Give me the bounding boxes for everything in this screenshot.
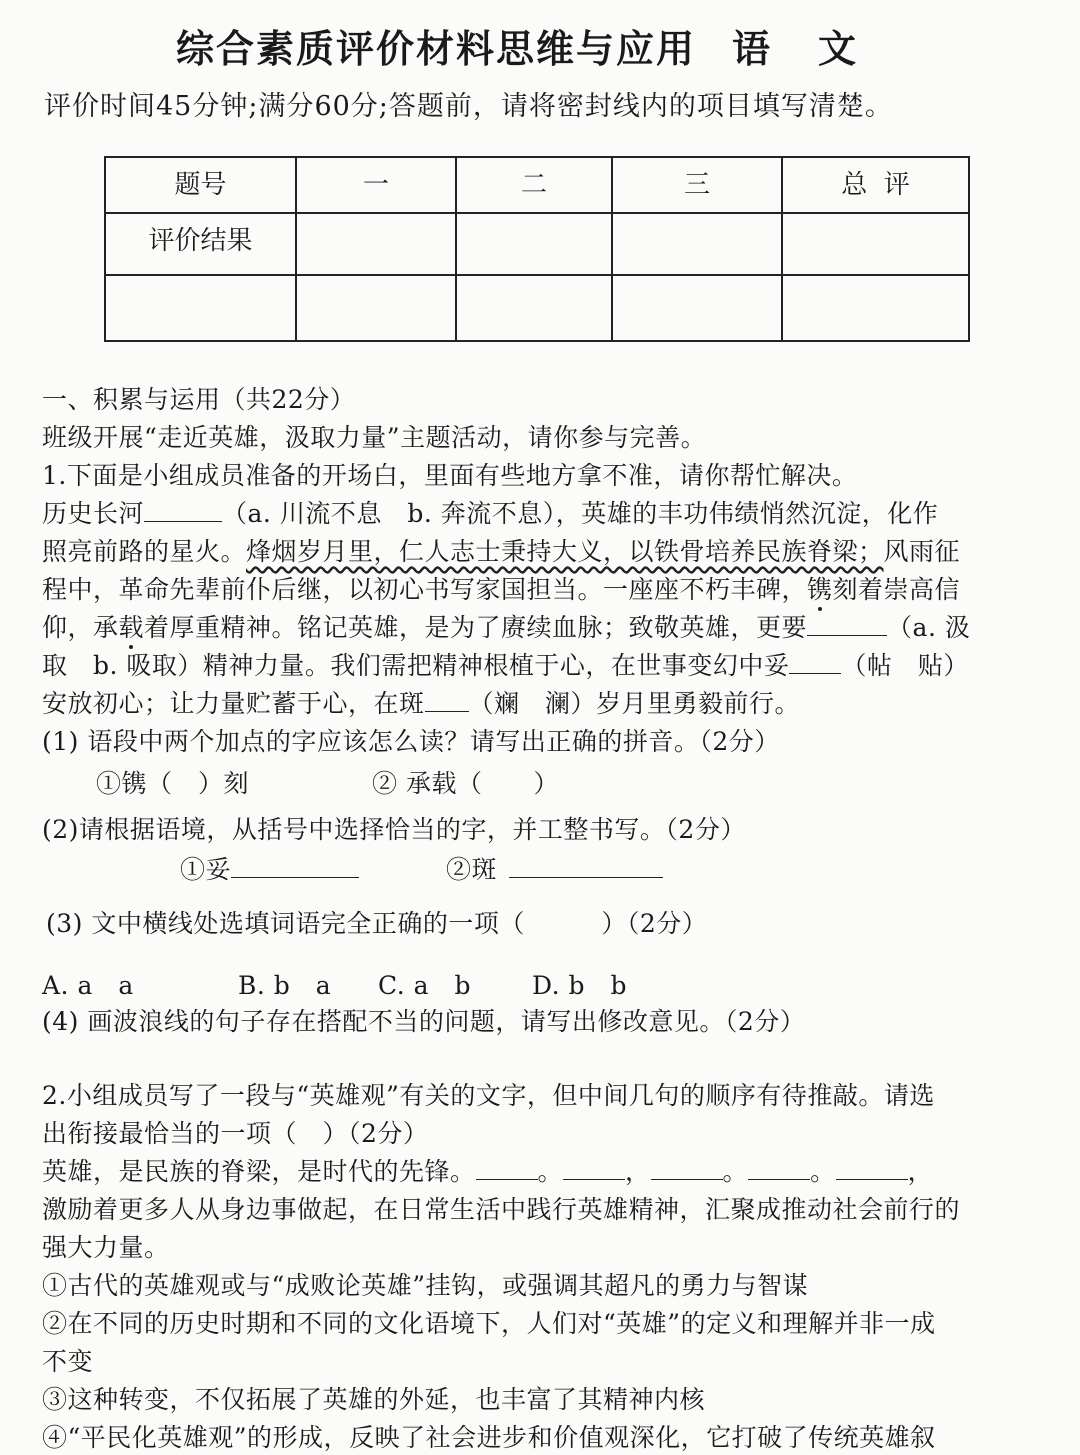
activity-intro: 班级开展“走近英雄，汲取力量”主题活动，请你参与完善。 [42, 423, 707, 452]
answer-blank [807, 634, 887, 636]
question-2-stem: 2.小组成员写了一段与“英雄观”有关的文字，但中间几句的顺序有待推敲。请选 [42, 1081, 935, 1110]
score-header-cell: 三 [612, 157, 782, 213]
character-item-label: ②斑 [446, 855, 498, 884]
wavy-underlined-sentence: 烽烟岁月里，仁人志士秉持大义，以铁骨培养民族脊梁； [246, 537, 884, 566]
option-a: A. a a [42, 971, 134, 1000]
passage-text: （a. 川流不息 b. 奔流不息），英雄的丰功伟绩悄然沉淀，化作 [222, 499, 939, 528]
passage-text: 取 b. 吸取）精神力量。我们需把精神根植于心，在世事变幻中妥 [42, 651, 790, 680]
score-cell [456, 213, 612, 275]
passage-line [42, 494, 938, 530]
question-2-text: 激励着更多人从身边事做起，在日常生活中践行英雄精神，汇聚成推动社会前行的 [42, 1195, 961, 1224]
character-item-label: ①妥 [180, 855, 232, 884]
passage-text: 风雨征 [883, 537, 961, 566]
exam-title [0, 18, 1080, 73]
sentence-option: ②在不同的历史时期和不同的文化语境下，人们对“英雄”的定义和理解并非一成 [42, 1309, 936, 1338]
score-table-result-row [105, 213, 969, 275]
score-cell [296, 275, 456, 341]
passage-line [42, 570, 960, 606]
passage-line [42, 532, 960, 568]
score-cell [612, 213, 782, 275]
question-2-stem: 出衔接最恰当的一项（ ）（2分） [42, 1119, 429, 1148]
answer-blank [651, 1178, 723, 1180]
sub-question-1: (1) 语段中两个加点的字应该怎么读？请写出正确的拼音。（2分） [42, 727, 780, 756]
sentence-option: ①古代的英雄观或与“成败论英雄”挂钩，或强调其超凡的勇力与智谋 [42, 1271, 809, 1300]
character-item-1 [180, 850, 359, 886]
passage-text: 照亮前路的星火。 [42, 537, 247, 566]
question-2-text: 强大力量。 [42, 1233, 170, 1262]
question-1-stem: 1.下面是小组成员准备的开场白，里面有些地方拿不准，请你帮忙解决。 [42, 461, 858, 490]
passage-text: （帖 贴） [841, 651, 969, 680]
passage-line [42, 684, 800, 720]
answer-blank [476, 1178, 538, 1180]
passage-text: 安放初心；让力量贮蓄于心，在斑 [42, 689, 425, 718]
sentence-option: ③这种转变，不仅拓展了英雄的外延，也丰富了其精神内核 [42, 1385, 706, 1414]
score-cell [456, 275, 612, 341]
passage-text: 着厚重精神。铭记英雄，是为了赓续血脉；致敬英雄，更要 [144, 613, 808, 642]
passage-text: （a. 汲 [887, 613, 971, 642]
score-cell [296, 213, 456, 275]
exam-instructions: 评价时间45分钟;满分60分;答题前，请将密封线内的项目填写清楚。 [44, 91, 893, 122]
answer-blank [789, 672, 841, 674]
passage-text: 历史长河 [42, 499, 145, 528]
sub-question-4: (4) 画波浪线的句子存在搭配不当的问题，请写出修改意见。（2分） [42, 1007, 806, 1036]
score-row-label: 评价结果 [105, 213, 296, 275]
score-table-header-row [105, 157, 969, 213]
passage-text: 仰，承 [42, 613, 119, 642]
option-c: C. a b [378, 971, 472, 1000]
answer-blank [231, 876, 359, 878]
passage-text: 程中，革命先辈前仆后继，以初心书写家国担当。一座座不朽丰碑， [42, 575, 808, 604]
answer-blank [748, 1178, 810, 1180]
section-heading: 一、积累与运用（共22分） [42, 385, 356, 414]
answer-blank [425, 710, 469, 712]
answer-blank [563, 1178, 625, 1180]
exam-subject: 语文 [732, 27, 905, 71]
score-header-cell: 题号 [105, 157, 296, 213]
pinyin-item-1: ①镌（ ）刻 [96, 769, 250, 798]
score-cell [782, 213, 969, 275]
question-2-text: 英雄，是民族的脊梁，是时代的先锋。 。 ， 。 。 ， [42, 1157, 934, 1186]
sub-question-3: (3) 文中横线处选填词语完全正确的一项（ ）（2分） [46, 909, 708, 938]
character-item-2 [446, 850, 663, 886]
sub-question-2: (2)请根据语境，从括号中选择恰当的字，并工整书写。（2分） [42, 815, 746, 844]
score-header-cell: 二 [456, 157, 612, 213]
score-cell [612, 275, 782, 341]
answer-blank [836, 1178, 908, 1180]
exam-title-text: 综合素质评价材料思维与应用 [175, 27, 696, 71]
sentence-option: 不变 [42, 1347, 94, 1376]
score-header-cell: 一 [296, 157, 456, 213]
option-d: D. b b [532, 971, 628, 1000]
score-table-blank-row [105, 275, 969, 341]
passage-line [42, 646, 969, 682]
score-table [104, 156, 970, 342]
score-cell [782, 275, 969, 341]
dotted-character: 镌 [807, 575, 833, 604]
passage-text: （斓 澜）岁月里勇毅前行。 [468, 689, 801, 718]
sentence-option: ④“平民化英雄观”的形成，反映了社会进步和价值观深化，它打破了传统英雄叙 [42, 1423, 936, 1452]
score-cell [105, 275, 296, 341]
pinyin-item-2: ② 承载（ ） [372, 769, 559, 798]
answer-blank [144, 520, 222, 522]
answer-blank [509, 876, 663, 878]
passage-text: 刻着崇高信 [832, 575, 961, 604]
dotted-character: 载 [118, 613, 145, 642]
question-2-text-start: 英雄，是民族的脊梁，是时代的先锋。 [42, 1157, 476, 1186]
passage-line [42, 608, 970, 644]
score-header-cell: 总 评 [782, 157, 969, 213]
option-b: B. b a [238, 971, 332, 1000]
